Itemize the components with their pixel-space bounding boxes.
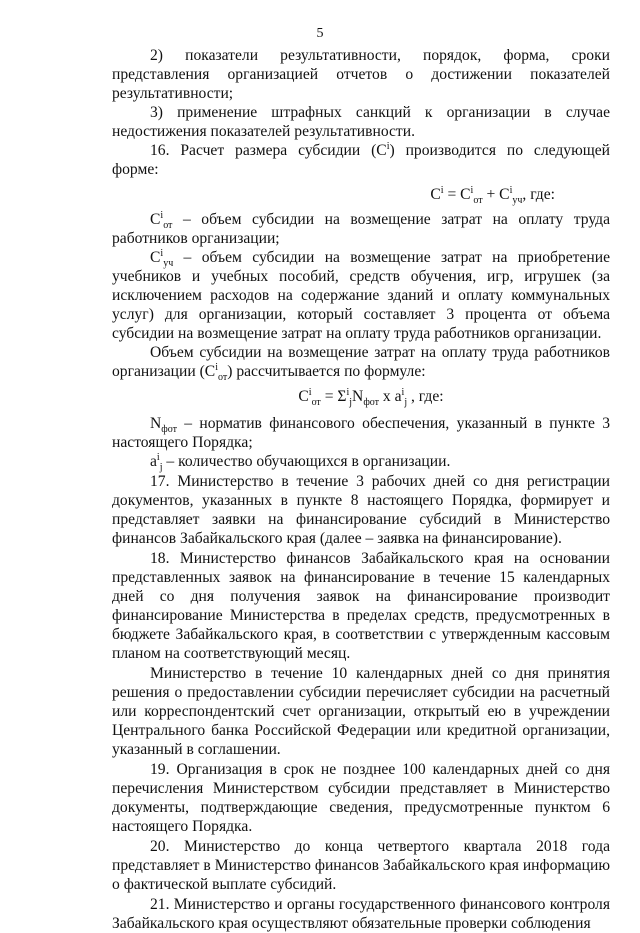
formula1-tail: , где: [522, 186, 555, 203]
definition-c-ot [112, 210, 610, 248]
paragraph-volume [112, 343, 610, 384]
formula1-sub-ot: от [473, 195, 483, 207]
formula2-sub-j: j [349, 397, 353, 409]
def-cuch-text: – объем субсидии на возмещение затрат на приобретение учебников и учебных пособий, средств обучения, игр, игрушек (за исключением расходов на содержание зданий и оплату коммунальных услуг) для организации, который составляет 3 процента от объема субсидии на возмещение затрат на оплату труда работников организации. [112, 249, 610, 342]
volume-sup: i [215, 361, 218, 373]
def-cot-sub: от [163, 220, 173, 232]
def-cot-sup: i [160, 209, 164, 221]
def-a-sub: j [159, 462, 163, 474]
paragraph-item-3: 3) применение штрафных санкций к организации в случае недостижения показателей результативности. [112, 104, 610, 140]
def-cuch-c: C [150, 249, 161, 266]
formula-1 [112, 184, 610, 207]
def-cuch-sub: уч [163, 258, 174, 270]
p16-sup: i [386, 140, 390, 152]
formula2-c: C [298, 388, 309, 405]
formula1-sup2: i [470, 184, 474, 196]
paragraph-item-2: 2) показатели результативности, порядок, форма, сроки представления организацией отчетов о достижении показателей результативности; [112, 47, 610, 102]
def-a-sup: i [156, 451, 160, 463]
def-cot-c: C [150, 211, 161, 228]
formula2-sum: = Σ [320, 388, 347, 405]
paragraph-18: 18. Министерство финансов Забайкальского края на основании представленных заявок на финансирование в течение 15 календарных дней со дня получения заявок на финансирование производит финансирование Министерства в пределах средств, предусмотренных в бюджете Забайкальского края, в соответствии с утвержденным кассовым планом на соответствующий месяц. [112, 550, 610, 662]
formula1-c: C [430, 186, 441, 203]
def-cuch-sup: i [160, 247, 164, 259]
formula1-plus: + C [482, 186, 510, 203]
def-n: N [150, 415, 162, 432]
volume-text-end: ) рассчитывается по формуле: [227, 363, 426, 380]
paragraph-16 [112, 141, 610, 179]
formula2-sup: i [308, 386, 312, 398]
formula2-sub-j2: j [404, 397, 408, 409]
formula1-sub-uch: уч [512, 195, 523, 207]
formula2-n: N [352, 388, 364, 405]
definition-n-fot [112, 414, 610, 452]
def-a: a [150, 453, 157, 470]
formula2-tail: , где: [407, 388, 444, 405]
volume-text: Объем субсидии на возмещение затрат на оплату труда работников организации (C [112, 344, 610, 380]
formula1-sup: i [440, 184, 444, 196]
definition-c-uch [112, 248, 610, 343]
formula2-x: x a [379, 388, 402, 405]
formula1-sup3: i [509, 184, 513, 196]
formula-2 [112, 386, 610, 409]
def-a-text: – количество обучающихся в организации. [162, 453, 451, 470]
def-n-text: – норматив финансового обеспечения, указанный в пункте 3 настоящего Порядка; [112, 415, 610, 451]
paragraph-21: 21. Министерство и органы государственного финансового контроля Забайкальского края осуществляют обязательные проверки соблюдения [112, 896, 610, 932]
def-n-sub: фот [161, 424, 177, 436]
formula2-sup3: i [401, 386, 405, 398]
p16-text: 16. Расчет размера субсидии (C [150, 142, 387, 159]
paragraph-19: 19. Организация в срок не позднее 100 календарных дней со дня перечисления Министерством субсидии представляет в Министерство документы, подтверждающие сведения, предусмотренные пунктом 6 настоящего Порядка. [112, 761, 610, 835]
formula2-sub-ot: от [311, 397, 321, 409]
definition-a [112, 451, 610, 474]
formula2-sub-fot: фот [363, 397, 380, 409]
volume-sub: от [218, 372, 228, 384]
paragraph-17: 17. Министерство в течение 3 рабочих дней со дня регистрации документов, указанных в пункте 8 настоящего Порядка, формирует и представляет заявки на финансирование субсидий в Министерство финансов Забайкальского края (далее – заявка на финансирование). [112, 473, 610, 547]
document-body [112, 46, 610, 933]
def-cot-text: – объем субсидии на возмещение затрат на оплату труда работников организации; [112, 211, 610, 247]
p16-text-end: ) производится по следующей форме: [112, 142, 610, 178]
page-number: 5 [316, 26, 324, 41]
paragraph-20: 20. Министерство до конца четвертого квартала 2018 года представляет в Министерство финансов Забайкальского края информацию о фактической выплате субсидий. [112, 838, 610, 893]
paragraph-18-transfer: Министерство в течение 10 календарных дней со дня принятия решения о предоставлении субсидии перечисляет субсидии на расчетный или корреспондентский счет организации, открытый ею в учреждении Центрального банка Российской Федерации или кредитной организации, указанный в соглашении. [112, 665, 610, 758]
formula1-eq: = C [443, 186, 471, 203]
formula2-sup2: i [346, 386, 350, 398]
